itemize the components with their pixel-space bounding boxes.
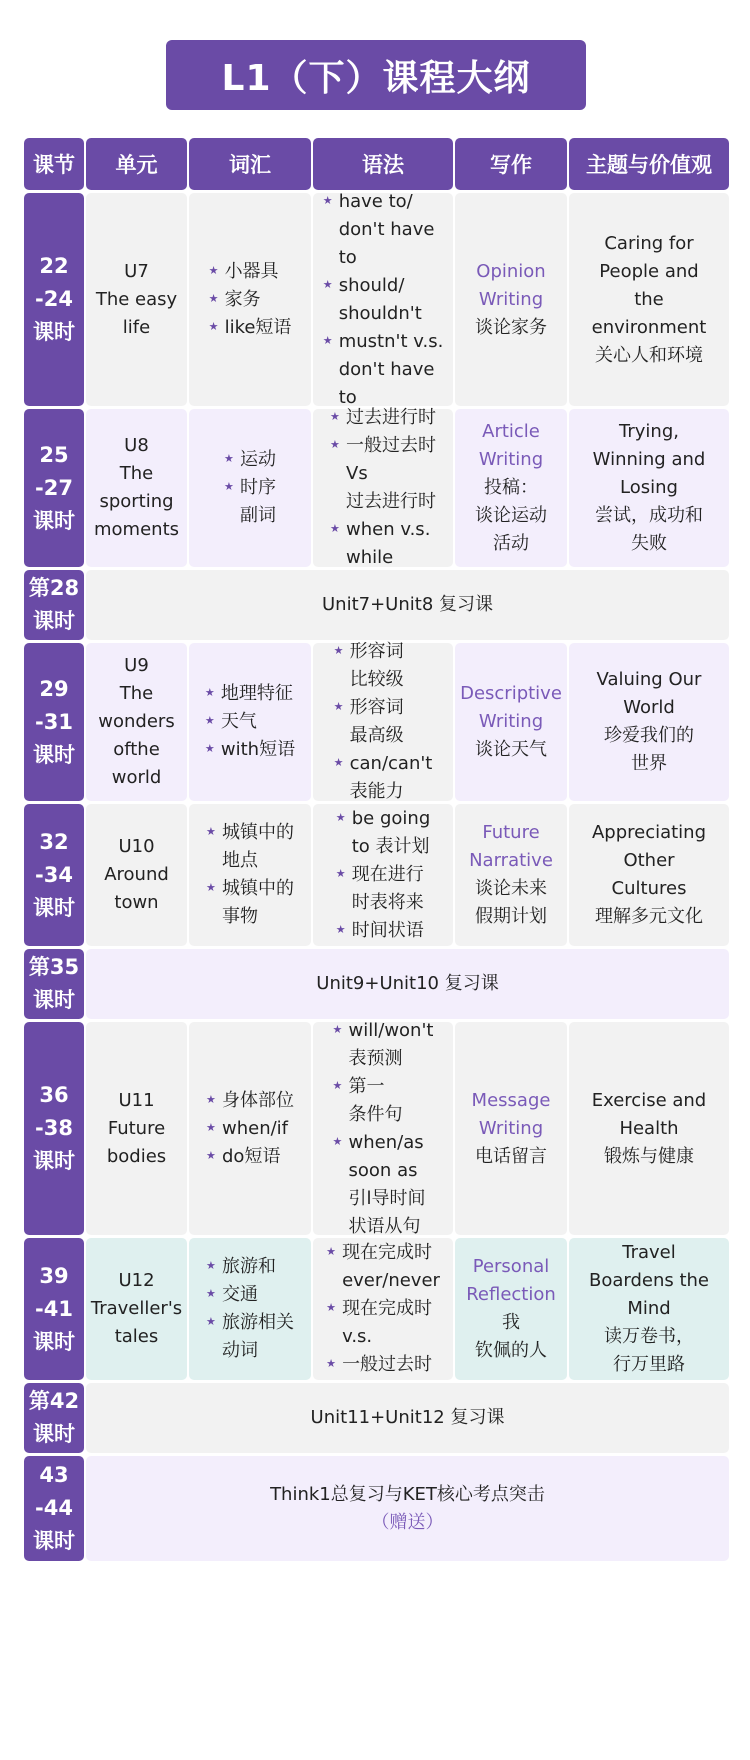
star-icon: ★ [206, 1287, 216, 1300]
text-line: The [119, 463, 154, 484]
bullet-list [330, 404, 436, 572]
text-line: 第42 [28, 1389, 80, 1413]
text-line: Exercise and [591, 1089, 707, 1111]
list-item [330, 404, 436, 432]
text-line: -27 [35, 475, 73, 500]
text-line: 电话留言 [475, 1145, 547, 1167]
star-icon: ★ [224, 480, 234, 493]
header-vocab: 词汇 [189, 138, 311, 190]
text-line: 36 [39, 1083, 69, 1107]
star-icon: ★ [206, 881, 216, 894]
star-icon: ★ [326, 1357, 336, 1370]
list-item-text: 交通 [222, 1284, 258, 1305]
star-icon: ★ [333, 756, 344, 769]
header-grammar: 语法 [313, 138, 453, 190]
bullet-list [224, 446, 276, 530]
list-item-text: 过去进行时 [346, 407, 436, 428]
star-icon: ★ [335, 923, 346, 936]
text-line: Valuing Our [596, 669, 702, 690]
list-item [326, 1351, 440, 1379]
bullet-list [323, 188, 444, 412]
writing-cell [455, 643, 567, 801]
star-icon: ★ [204, 686, 215, 699]
text-line: -44 [35, 1496, 73, 1520]
text-line: 钦佩的人 [475, 1340, 547, 1361]
star-icon: ★ [224, 452, 234, 465]
lesson-label [24, 193, 84, 406]
text-line: Other [623, 850, 675, 871]
list-item-text: with短语 [220, 739, 296, 760]
text-line: Health [619, 1117, 679, 1139]
list-item-text: 城镇中的 事物 [222, 878, 294, 927]
vocab-cell [189, 1022, 311, 1235]
text-line: Cultures [611, 878, 687, 899]
review-session-cell [86, 570, 729, 640]
star-icon: ★ [322, 333, 333, 347]
text-line: 29 [39, 676, 69, 701]
text-line: town [114, 892, 159, 913]
list-item-text: 形容词 最高级 [349, 697, 404, 746]
list-item [206, 1309, 294, 1365]
review-session-text: Unit11+Unit12 复习课 [310, 1407, 505, 1428]
text-line: 课时 [33, 609, 75, 633]
star-icon: ★ [332, 1134, 343, 1148]
text-line: environment [591, 316, 707, 338]
text-line: Message [471, 1089, 551, 1111]
text-line: U7 [124, 260, 149, 282]
final-review-cell [86, 1456, 729, 1561]
theme-cell [569, 409, 729, 567]
lesson-label [24, 1238, 84, 1380]
text-line: The [119, 683, 154, 704]
list-item-text: when/as soon as 引l导时间 状语从句 [348, 1131, 426, 1237]
list-item [206, 819, 294, 875]
writing-cell [455, 804, 567, 946]
unit-cell [86, 409, 187, 567]
text-line: Writing [478, 288, 544, 310]
star-icon: ★ [330, 438, 340, 451]
list-item-text: 运动 [240, 449, 276, 470]
list-item-text: 旅游和 [222, 1256, 276, 1277]
text-line: 课时 [33, 895, 75, 920]
text-line: 活动 [493, 533, 529, 554]
list-item [326, 1295, 440, 1351]
list-item [323, 328, 444, 412]
list-item-text: mustn't v.s. don't have to [338, 330, 444, 408]
list-item [330, 432, 436, 516]
text-line: Writing [478, 449, 544, 470]
vocab-cell [189, 1238, 311, 1380]
text-line: moments [94, 519, 179, 540]
list-item-text: 天气 [220, 711, 257, 732]
list-item-text: should/ shouldn't [338, 274, 422, 324]
list-item [206, 1087, 294, 1115]
text-line: U10 [118, 836, 155, 857]
course-outline-table [24, 138, 727, 1561]
text-line: U11 [118, 1089, 155, 1111]
header-theme: 主题与价值观 [569, 138, 729, 190]
bullet-list [206, 819, 294, 931]
text-line: Reflection [466, 1284, 556, 1305]
text-line: -34 [35, 862, 73, 887]
text-line: 谈论运动 [475, 505, 547, 526]
text-line: 第28 [28, 576, 80, 600]
text-line: Article [482, 421, 540, 442]
lesson-label [24, 409, 84, 567]
lesson-label [24, 1022, 84, 1235]
review-lesson-label [24, 570, 84, 640]
list-item-text: 时间状语 [351, 920, 424, 941]
writing-cell [455, 193, 567, 406]
list-item [205, 708, 295, 736]
text-line: Boardens the [588, 1270, 710, 1291]
list-item-text: 时序 副词 [240, 477, 276, 526]
star-icon: ★ [333, 644, 344, 657]
list-item-text: 家务 [224, 288, 261, 310]
list-item [333, 1073, 434, 1129]
list-item [323, 272, 444, 328]
lesson-label [24, 804, 84, 946]
text-line: 课时 [33, 1329, 75, 1354]
star-icon: ★ [332, 1078, 343, 1092]
text-line: -24 [35, 287, 73, 311]
list-item-text: have to/ don't have to [338, 190, 435, 268]
text-line: 尝试，成功和 [595, 505, 703, 526]
list-item [334, 638, 433, 694]
text-line: -38 [35, 1116, 73, 1140]
writing-cell [455, 1238, 567, 1380]
list-item-text: like短语 [224, 316, 292, 338]
lesson-label [24, 643, 84, 801]
text-line: 谈论未来 [475, 878, 547, 899]
text-line: 投稿： [484, 477, 538, 498]
list-item [333, 1017, 434, 1073]
list-item-text: when/if [222, 1117, 289, 1139]
star-icon: ★ [333, 700, 344, 713]
grammar-cell [313, 804, 453, 946]
list-item [209, 258, 292, 286]
grammar-cell [313, 1238, 453, 1380]
star-icon: ★ [326, 1245, 336, 1258]
star-icon: ★ [330, 522, 340, 535]
text-line: Writing [478, 1117, 544, 1139]
writing-cell [455, 409, 567, 567]
list-item-text: be going to 表计划 [351, 808, 431, 857]
text-line: 读万卷书， [604, 1326, 694, 1347]
text-line: U12 [118, 1270, 155, 1291]
text-line: life [122, 316, 151, 338]
list-item [336, 861, 431, 917]
text-line: 课时 [33, 988, 75, 1012]
list-item [206, 1115, 294, 1143]
text-line: U9 [124, 655, 149, 676]
text-line: People and [599, 260, 699, 282]
list-item-text: when v.s. while [346, 519, 431, 568]
list-item [326, 1239, 440, 1295]
text-line: Writing [478, 711, 544, 732]
text-line: 25 [39, 442, 69, 467]
list-item [205, 736, 295, 764]
list-item-text: 现在完成时 v.s. [342, 1298, 433, 1347]
text-line: Caring for [604, 232, 694, 254]
lesson-label [24, 1456, 84, 1561]
star-icon: ★ [206, 1315, 216, 1328]
review-session-text: Unit7+Unit8 复习课 [322, 594, 493, 615]
theme-cell [569, 1238, 729, 1380]
text-line: Future [107, 1117, 166, 1139]
text-line: Mind [627, 1298, 671, 1319]
text-line: 关心人和环境 [595, 344, 703, 366]
text-line: Trying, [619, 421, 679, 442]
list-item-text: 现在进行 时表将来 [351, 864, 424, 913]
list-item-text: will/won't 表预测 [348, 1019, 434, 1069]
text-line: 课时 [33, 508, 75, 533]
star-icon: ★ [208, 319, 219, 333]
list-item [336, 917, 431, 945]
list-item [224, 446, 276, 474]
star-icon: ★ [208, 291, 219, 305]
star-icon: ★ [206, 1092, 216, 1106]
unit-cell [86, 804, 187, 946]
bullet-list [205, 680, 295, 764]
list-item [209, 314, 292, 342]
text-line: 22 [39, 254, 69, 278]
list-item-text: 旅游相关 动词 [222, 1312, 294, 1361]
list-item-text: can/can't 表能力 [349, 753, 433, 802]
grammar-cell [313, 190, 453, 408]
text-line: 课时 [33, 1529, 75, 1553]
bullet-list [206, 1087, 294, 1171]
star-icon: ★ [206, 1148, 216, 1162]
list-item-text: 一般过去时 [342, 1354, 433, 1375]
header-lesson: 课节 [24, 138, 84, 190]
text-line: 我 [502, 1312, 520, 1333]
text-line: Travel [622, 1242, 676, 1263]
unit-cell [86, 193, 187, 406]
vocab-cell [189, 643, 311, 801]
text-line: bodies [106, 1145, 167, 1167]
star-icon: ★ [204, 714, 215, 727]
text-line: 世界 [631, 753, 667, 774]
review-lesson-label [24, 1383, 84, 1453]
list-item-text: 城镇中的 地点 [222, 822, 294, 871]
star-icon: ★ [322, 193, 333, 207]
review-session-cell [86, 1383, 729, 1453]
review-session-text: Unit9+Unit10 复习课 [316, 973, 499, 994]
list-item [334, 694, 433, 750]
theme-cell [569, 1022, 729, 1235]
final-review-text: Think1总复习与KET核心考点突击 [270, 1483, 545, 1505]
star-icon: ★ [335, 867, 346, 880]
list-item-text: 小器具 [224, 260, 279, 282]
star-icon: ★ [204, 742, 215, 755]
list-item-text: do短语 [222, 1145, 281, 1167]
text-line: 课时 [33, 1149, 75, 1173]
text-line: -41 [35, 1296, 73, 1321]
list-item-text: 现在完成时 ever/never [342, 1242, 440, 1291]
text-line: 课时 [33, 1422, 75, 1446]
list-item [334, 750, 433, 806]
text-line: -31 [35, 709, 73, 734]
header-unit: 单元 [86, 138, 187, 190]
list-item [224, 474, 276, 530]
vocab-cell [189, 193, 311, 406]
bullet-list [209, 258, 292, 342]
grammar-cell [313, 643, 453, 801]
text-line: 行万里路 [613, 1354, 685, 1375]
star-icon: ★ [335, 811, 346, 824]
star-icon: ★ [206, 1120, 216, 1134]
text-line: tales [114, 1326, 159, 1347]
text-line: 43 [39, 1463, 69, 1487]
bullet-list [206, 1253, 294, 1365]
text-line: 珍爱我们的 [604, 725, 694, 746]
text-line: Winning and [592, 449, 706, 470]
text-line: world [111, 767, 162, 788]
review-lesson-label [24, 949, 84, 1019]
list-item [323, 188, 444, 272]
text-line: 32 [39, 829, 69, 854]
page-title: L1（下）课程大纲 [221, 57, 531, 99]
list-item-text: 身体部位 [222, 1089, 294, 1111]
list-item [206, 1281, 294, 1309]
text-line: Traveller's [90, 1298, 183, 1319]
star-icon: ★ [322, 277, 333, 291]
theme-cell [569, 193, 729, 406]
list-item-text: 地理特征 [220, 683, 293, 704]
list-item [336, 805, 431, 861]
theme-cell [569, 804, 729, 946]
text-line: World [623, 697, 675, 718]
text-line: The easy [95, 288, 178, 310]
text-line: Narrative [469, 850, 553, 871]
writing-cell [455, 1022, 567, 1235]
text-line: Opinion [476, 260, 546, 282]
vocab-cell [189, 409, 311, 567]
star-icon: ★ [326, 1301, 336, 1314]
list-item [205, 680, 295, 708]
list-item [333, 1129, 434, 1241]
text-line: Losing [620, 477, 678, 498]
header-writing: 写作 [455, 138, 567, 190]
list-item [206, 1253, 294, 1281]
star-icon: ★ [206, 1259, 216, 1272]
list-item-text: 第一 条件句 [348, 1075, 403, 1125]
text-line: U8 [124, 435, 149, 456]
bullet-list [334, 638, 433, 806]
star-icon: ★ [332, 1022, 343, 1036]
text-line: 课时 [33, 320, 75, 344]
bullet-list [336, 805, 431, 945]
text-line: ofthe [113, 739, 160, 760]
list-item [330, 516, 436, 572]
text-line: the [634, 288, 664, 310]
text-line: wonders [98, 711, 175, 732]
review-session-cell [86, 949, 729, 1019]
star-icon: ★ [206, 825, 216, 838]
text-line: sporting [99, 491, 174, 512]
grammar-cell [313, 409, 453, 567]
text-line: Appreciating [591, 822, 707, 843]
unit-cell [86, 1238, 187, 1380]
text-line: Personal [472, 1256, 550, 1277]
list-item-text: 形容词 比较级 [349, 641, 404, 690]
unit-cell [86, 1022, 187, 1235]
text-line: 失败 [631, 533, 667, 554]
star-icon: ★ [208, 263, 219, 277]
bullet-list [333, 1017, 434, 1241]
text-line: 第35 [28, 955, 80, 979]
grammar-cell [313, 1019, 453, 1237]
text-line: 39 [39, 1263, 69, 1288]
page-title-banner [166, 40, 586, 110]
text-line: 锻炼与健康 [604, 1145, 694, 1167]
list-item-text: 一般过去时 Vs 过去进行时 [346, 435, 436, 512]
list-item [206, 875, 294, 931]
theme-cell [569, 643, 729, 801]
text-line: 假期计划 [475, 906, 547, 927]
text-line: Future [482, 822, 540, 843]
vocab-cell [189, 804, 311, 946]
bullet-list [326, 1239, 440, 1379]
gift-note: （赠送） [371, 1511, 444, 1533]
star-icon: ★ [330, 410, 340, 423]
list-item [206, 1143, 294, 1171]
text-line: 课时 [33, 742, 75, 767]
unit-cell [86, 643, 187, 801]
text-line: Descriptive [460, 683, 562, 704]
text-line: Around [104, 864, 169, 885]
text-line: 谈论天气 [475, 739, 547, 760]
text-line: 谈论家务 [475, 316, 547, 338]
list-item [209, 286, 292, 314]
text-line: 理解多元文化 [595, 906, 703, 927]
